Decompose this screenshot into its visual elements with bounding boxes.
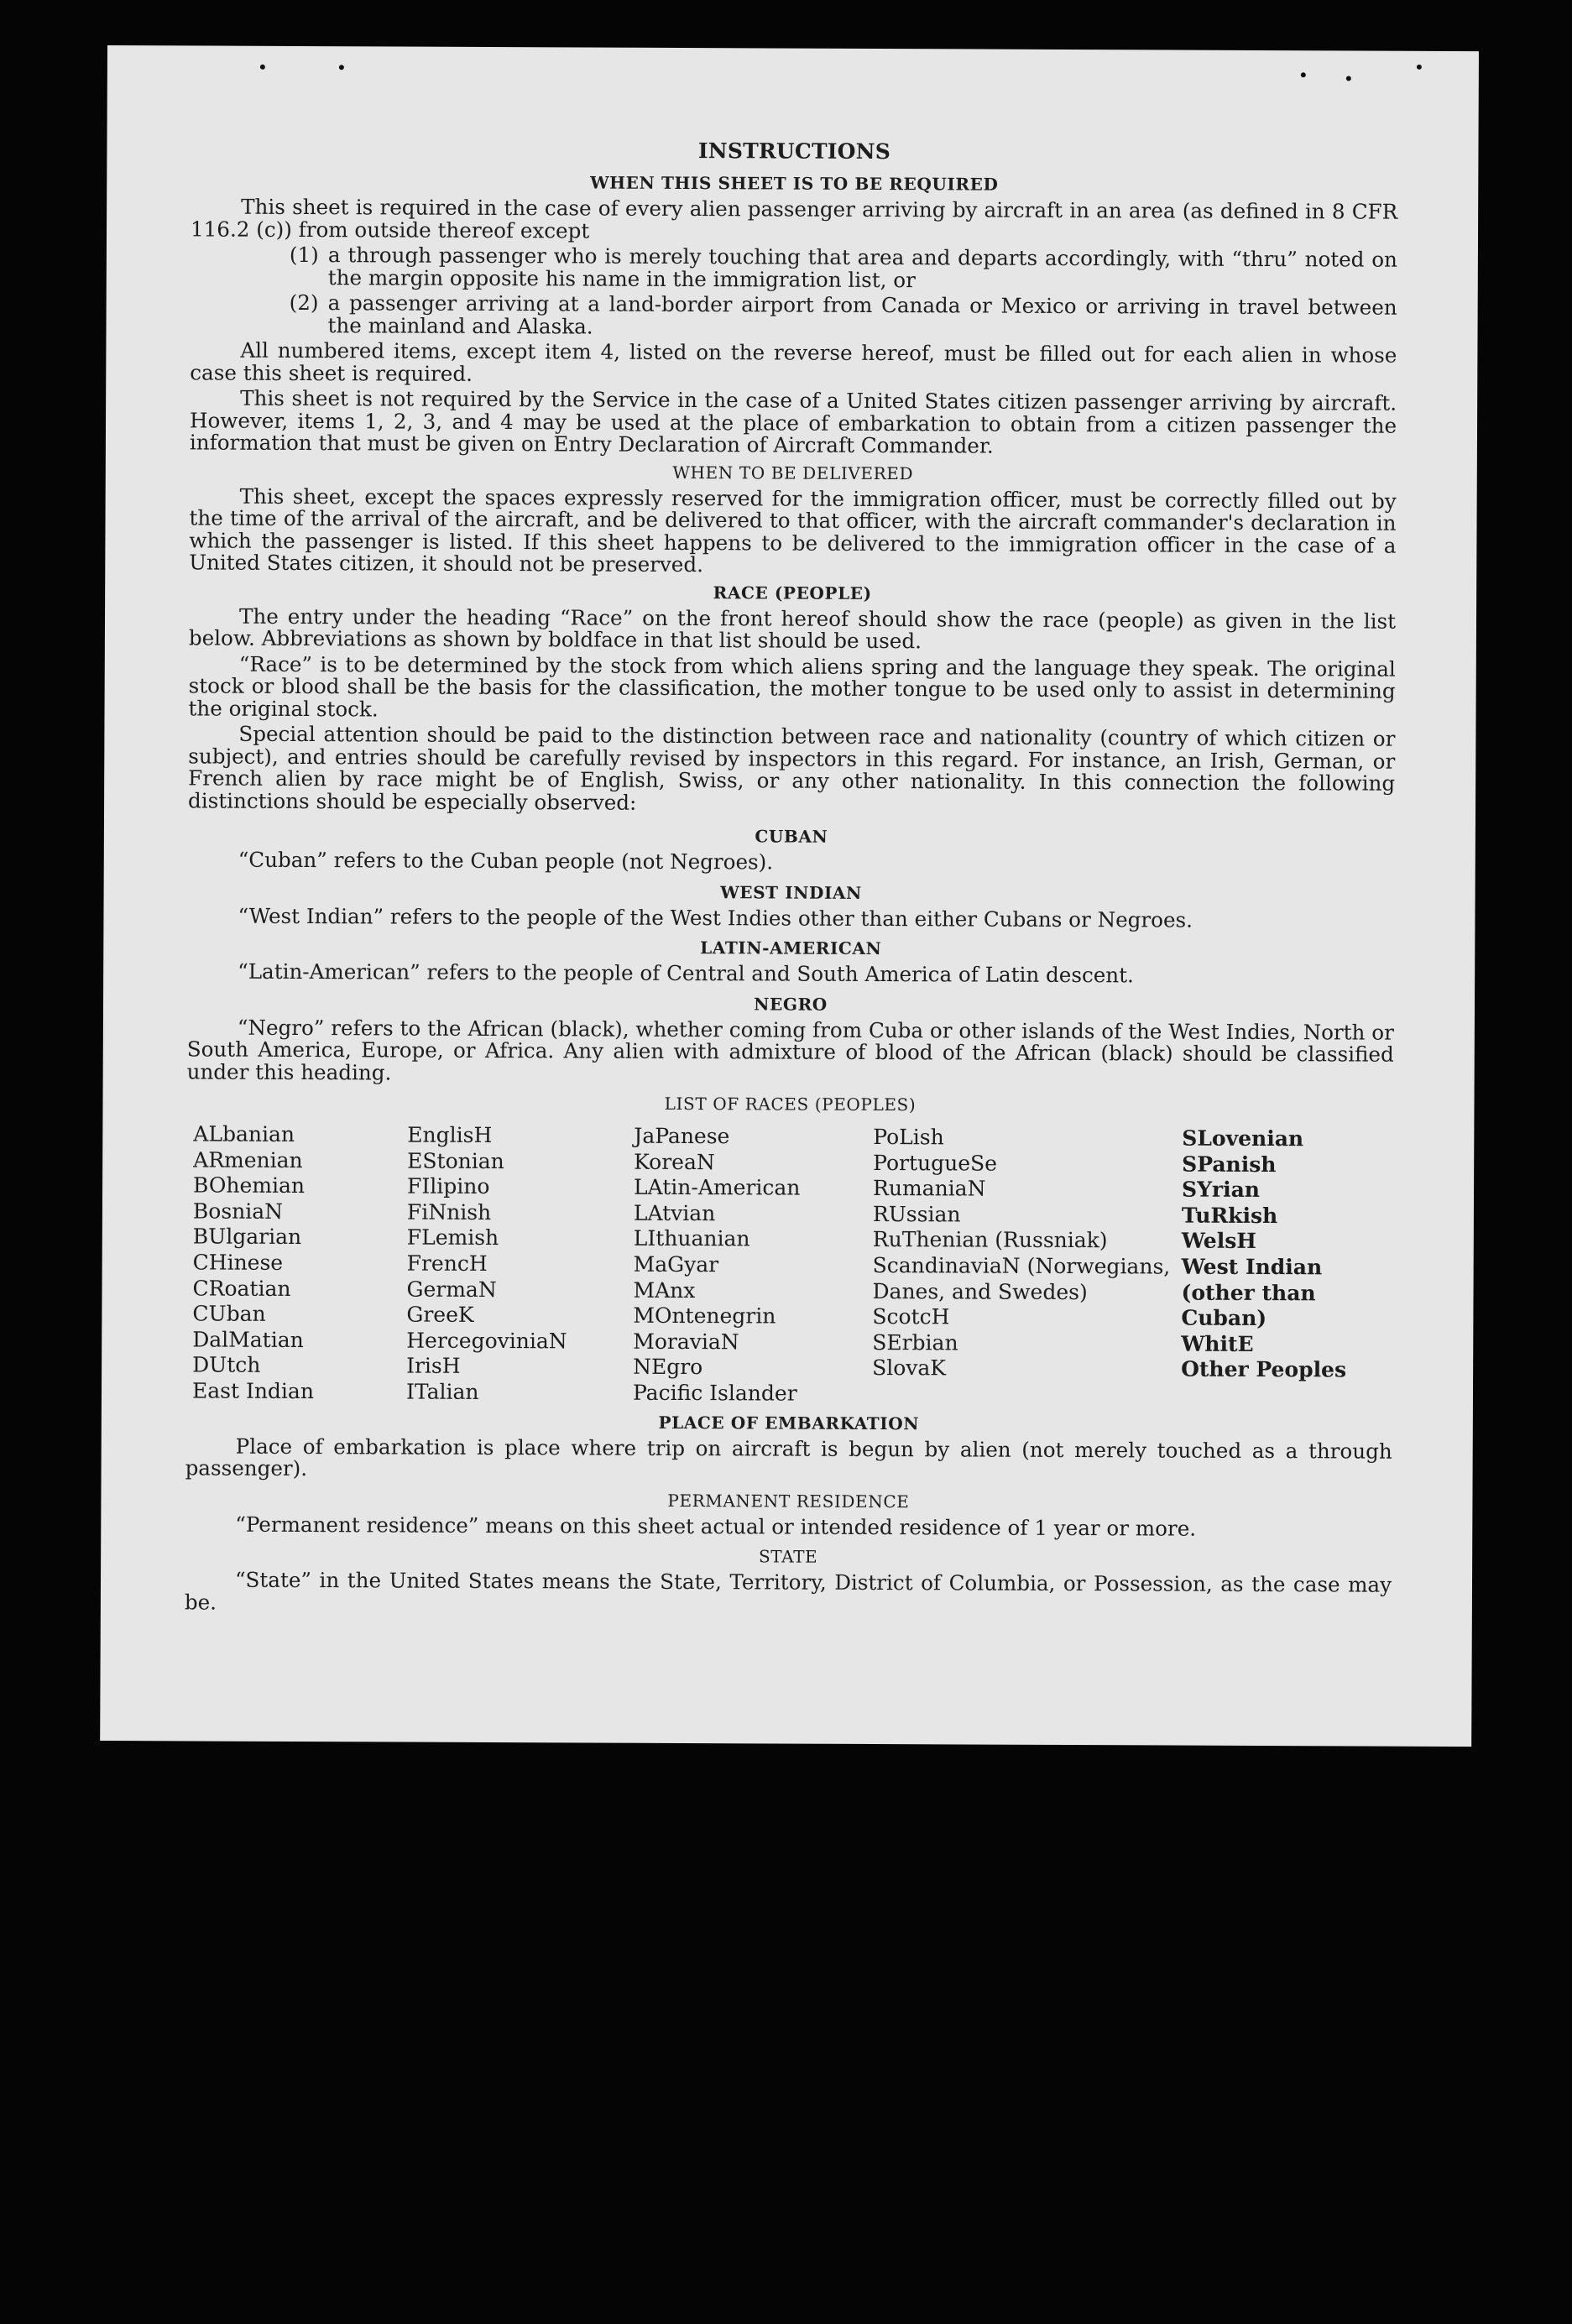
race-entry: RUssian	[872, 1201, 961, 1227]
heading-when-delivered: WHEN TO BE DELIVERED	[672, 462, 914, 483]
when-required-intro: This sheet is required in the case of every alien passenger arriving by aircraft in an area (as defined in 8 CFR 116.2 (c)) from outside thereof except	[190, 194, 1398, 243]
race-entry: SErbian	[872, 1329, 958, 1355]
race-entry: SYrian	[1182, 1177, 1261, 1203]
race-entry: FIlipino	[407, 1173, 490, 1199]
heading-embarkation: PLACE OF EMBARKATION	[658, 1412, 920, 1434]
race-entry: LAtin-American	[634, 1174, 801, 1200]
race-entry: RuThenian (Russniak)	[872, 1227, 1108, 1253]
race-entry: WelsH	[1181, 1228, 1256, 1254]
scan-specks	[191, 92, 1398, 97]
race-entry: East Indian	[191, 1378, 315, 1404]
race-entry: FLemish	[406, 1225, 499, 1251]
race-entry: NEgro	[633, 1355, 703, 1380]
document-title: INSTRUCTIONS	[697, 138, 891, 165]
instruction-sheet	[100, 45, 1479, 1747]
race-entry: PortugueSe	[873, 1150, 998, 1176]
exception-text: a through passenger who is merely touching that area and departs accordingly, with “thru” noted on the margin opposite his name in the immigration list, or	[327, 243, 1397, 292]
race-entry: KoreaN	[634, 1149, 715, 1174]
race-entry: EStonian	[407, 1148, 504, 1173]
race-paragraph-3: Special attention should be paid to the distinction between race and nationality (country of which citizen or subject), and entries should be carefully revised by inspectors in this regard. For instance, an Irish, German, or French alien by race might be of English, Swiss, or any other nationality. In this connection the following distinctions should be especially observed:	[188, 721, 1396, 815]
exception-number: (1)	[289, 242, 319, 268]
races-column	[406, 1123, 634, 1407]
race-entry: SPanish	[1182, 1152, 1277, 1177]
race-entry: CUban	[192, 1301, 266, 1326]
races-list	[192, 1121, 1393, 1409]
race-entry: FiNnish	[406, 1199, 492, 1225]
negro-definition: “Negro” refers to the African (black), whether coming from Cuba or other islands of the West Indies, North or South America, Europe, or Africa. Any alien with admixture of blood of the African (black) should be classified under this heading.	[186, 1015, 1394, 1084]
race-entry: LAtvian	[633, 1200, 716, 1225]
heading-latin-american: LATIN-AMERICAN	[700, 937, 882, 959]
exception-item	[290, 244, 1397, 294]
race-entry: MOntenegrin	[633, 1303, 776, 1329]
race-entry: ScotcH	[872, 1304, 950, 1329]
exception-text: a passenger arriving at a land-border airport from Canada or Mexico or arriving in travel between the mainland and Alaska.	[327, 290, 1397, 339]
when-delivered-paragraph: This sheet, except the spaces expressly reserved for the immigration officer, must be correctly filled out by the time of the arrival of the aircraft, and be delivered to that officer, with the aircraft commander's declaration in which the passenger is listed. If this sheet happens to be delivered to the immigration officer in the case of a United States citizen, it should not be preserved.	[189, 483, 1397, 577]
race-entry: Pacific Islander	[632, 1380, 797, 1406]
race-entry: CRoatian	[192, 1276, 291, 1301]
race-entry: BOhemian	[193, 1172, 306, 1199]
race-entry: EnglisH	[407, 1122, 493, 1148]
race-entry: FrencH	[406, 1251, 488, 1276]
race-entry: MAnx	[633, 1277, 696, 1303]
race-paragraph-1: The entry under the heading “Race” on the front hereof should show the race (people) as given in the list below. Abbreviations as shown by boldface in that list should be used.	[188, 603, 1397, 654]
races-column	[192, 1121, 407, 1405]
race-entry: HercegoviniaN	[406, 1328, 567, 1354]
race-entry: GermaN	[406, 1277, 497, 1302]
state-paragraph: “State” in the United States means the State, Territory, District of Columbia, or Possession, as the case may be.	[184, 1567, 1392, 1615]
race-entry: Other Peoples	[1181, 1356, 1347, 1382]
heading-when-required: WHEN THIS SHEET IS TO BE REQUIRED	[590, 172, 999, 195]
race-entry: ScandinaviaN (Norwegians, Danes, and Swedes)	[872, 1252, 1171, 1304]
race-entry: DalMatian	[192, 1327, 304, 1352]
residence-paragraph: “Permanent residence” means on this sheet actual or intended residence of 1 year or more.	[235, 1512, 1197, 1541]
race-entry: CHinese	[192, 1250, 284, 1275]
race-entry: ALbanian	[193, 1121, 295, 1146]
heading-negro: NEGRO	[754, 993, 828, 1015]
race-entry: MoraviaN	[633, 1329, 739, 1355]
race-entry: RumaniaN	[873, 1176, 986, 1201]
races-column	[1181, 1126, 1393, 1410]
race-entry: PoLish	[873, 1124, 944, 1150]
races-column	[633, 1124, 873, 1407]
exception-item	[289, 292, 1397, 342]
exception-number: (2)	[289, 290, 319, 316]
race-entry: West Indian (other than Cuban)	[1181, 1254, 1323, 1331]
races-column	[872, 1125, 1182, 1408]
race-paragraph-2: “Race” is to be determined by the stock from which aliens spring and the language they speak. The original stock or blood shall be the basis for the classification, the mother tongue to be used only to assist in determining the original stock.	[188, 651, 1396, 721]
race-entry: IrisH	[406, 1353, 461, 1379]
heading-state: STATE	[758, 1546, 818, 1567]
heading-cuban: CUBAN	[755, 826, 828, 847]
race-entry: DUtch	[192, 1352, 261, 1378]
latin-american-definition: “Latin-American” refers to the people of Central and South America of Latin descent.	[238, 958, 1134, 988]
race-entry: GreeK	[406, 1302, 474, 1328]
heading-list-of-races: LIST OF RACES (PEOPLES)	[664, 1093, 917, 1115]
race-entry: ITalian	[405, 1379, 479, 1404]
race-entry: WhitE	[1181, 1331, 1254, 1356]
heading-race: RACE (PEOPLE)	[713, 582, 872, 603]
citizen-paragraph: This sheet is not required by the Service in the case of a United States citizen passenger arriving by aircraft. However, items 1, 2, 3, and 4 may be used at the place of embarkation to obtain from a citizen passenger the information that must be given on Entry Declaration of Aircraft Commander.	[189, 385, 1397, 458]
race-entry: LIthuanian	[633, 1226, 750, 1251]
embarkation-paragraph: Place of embarkation is place where trip on aircraft is begun by alien (not merely touched as a through passenger).	[185, 1434, 1392, 1481]
numbered-items-paragraph: All numbered items, except item 4, listed on the reverse hereof, must be filled out for each alien in whose case this sheet is required.	[190, 337, 1397, 386]
west-indian-definition: “West Indian” refers to the people of the West Indies other than either Cubans or Negroes.	[238, 903, 1193, 932]
race-entry: BUlgarian	[192, 1224, 302, 1250]
race-entry: BosniaN	[192, 1199, 284, 1224]
race-entry: JaPanese	[634, 1123, 730, 1149]
heading-permanent-residence: PERMANENT RESIDENCE	[667, 1490, 910, 1512]
race-entry: MaGyar	[633, 1251, 719, 1277]
race-entry: SLovenian	[1182, 1125, 1304, 1152]
race-entry: SlovaK	[872, 1355, 947, 1381]
race-entry: TuRkish	[1181, 1203, 1278, 1228]
race-entry: ARmenian	[193, 1147, 303, 1172]
heading-west-indian: WEST INDIAN	[720, 881, 863, 903]
cuban-definition: “Cuban” refers to the Cuban people (not Negroes).	[238, 847, 774, 875]
